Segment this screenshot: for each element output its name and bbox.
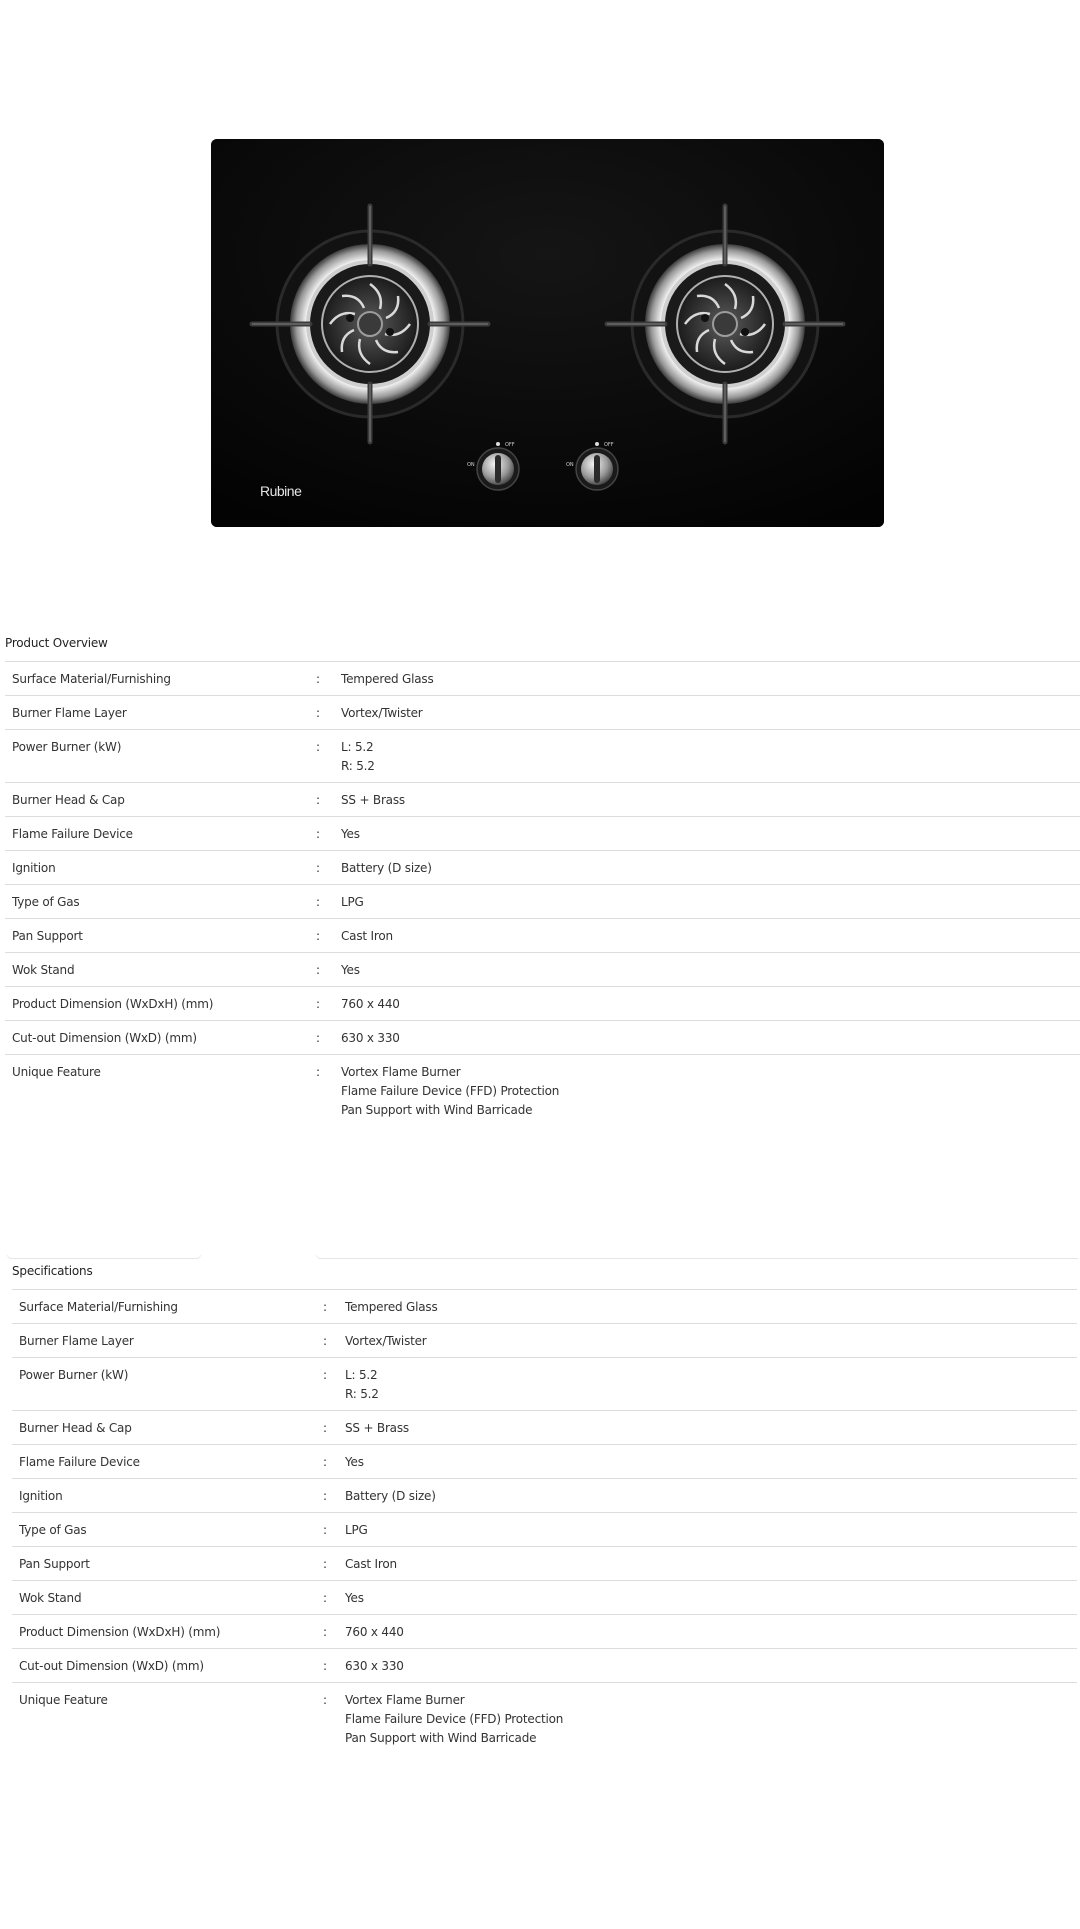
spec-value-line: Vortex Flame Burner <box>345 1693 465 1707</box>
spec-separator: : <box>323 1334 327 1348</box>
spec-separator: : <box>316 861 320 875</box>
spec-separator: : <box>316 740 320 754</box>
spec-value <box>344 1411 1077 1445</box>
spec-value-line: SS + Brass <box>341 793 405 807</box>
spec-value-line: R: 5.2 <box>345 1387 379 1401</box>
spec-value <box>340 817 1080 851</box>
spec-label: Burner Head & Cap <box>12 793 125 807</box>
spec-separator: : <box>323 1300 327 1314</box>
table-row <box>5 696 1080 730</box>
spec-value <box>340 783 1080 817</box>
spec-value-line: Battery (D size) <box>345 1489 436 1503</box>
tab-divider-left <box>7 1255 201 1259</box>
spec-value-line: Flame Failure Device (FFD) Protection <box>345 1712 564 1726</box>
spec-value-line: Tempered Glass <box>345 1300 438 1314</box>
spec-value <box>340 953 1080 987</box>
table-row <box>5 817 1080 851</box>
spec-value <box>340 919 1080 953</box>
spec-label: Product Dimension (WxDxH) (mm) <box>12 997 214 1011</box>
spec-value-line: LPG <box>341 895 364 909</box>
spec-label: Wok Stand <box>19 1591 82 1605</box>
spec-value <box>340 662 1080 696</box>
spec-separator: : <box>316 672 320 686</box>
spec-value <box>340 1055 1080 1127</box>
overview-rows <box>5 662 1080 1127</box>
product-overview-section <box>5 635 1080 1126</box>
spec-separator: : <box>323 1523 327 1537</box>
table-row <box>12 1649 1077 1683</box>
table-row <box>5 783 1080 817</box>
table-row <box>12 1479 1077 1513</box>
specifications-rows <box>12 1290 1077 1755</box>
table-row <box>12 1581 1077 1615</box>
spec-label: Cut-out Dimension (WxD) (mm) <box>12 1031 197 1045</box>
spec-value <box>344 1615 1077 1649</box>
table-row <box>12 1358 1077 1411</box>
table-row <box>5 851 1080 885</box>
spec-value-line: 630 x 330 <box>341 1031 400 1045</box>
spec-value-line: Cast Iron <box>345 1557 397 1571</box>
spec-value <box>344 1649 1077 1683</box>
spec-label: Ignition <box>12 861 56 875</box>
spec-label: Burner Head & Cap <box>19 1421 132 1435</box>
knob-label-on: ON <box>467 462 475 468</box>
spec-value-line: Vortex/Twister <box>341 706 423 720</box>
product-image <box>211 139 884 527</box>
spec-label: Cut-out Dimension (WxD) (mm) <box>19 1659 204 1673</box>
table-row <box>12 1513 1077 1547</box>
spec-separator: : <box>323 1455 327 1469</box>
spec-value-line: R: 5.2 <box>341 759 375 773</box>
spec-value <box>340 696 1080 730</box>
table-row <box>5 919 1080 953</box>
spec-separator: : <box>316 895 320 909</box>
spec-value-line: 760 x 440 <box>345 1625 404 1639</box>
table-row <box>5 953 1080 987</box>
table-row <box>5 1021 1080 1055</box>
spec-value-line: Yes <box>341 963 360 977</box>
table-row <box>12 1445 1077 1479</box>
spec-value-line: Flame Failure Device (FFD) Protection <box>341 1084 560 1098</box>
product-overview-table <box>5 661 1080 1126</box>
spec-label: Type of Gas <box>19 1523 87 1537</box>
spec-value <box>344 1547 1077 1581</box>
spec-label: Pan Support <box>19 1557 90 1571</box>
table-row <box>12 1547 1077 1581</box>
spec-separator: : <box>323 1489 327 1503</box>
spec-label: Burner Flame Layer <box>12 706 127 720</box>
tab-divider-right <box>316 1255 1078 1259</box>
spec-label: Power Burner (kW) <box>12 740 122 754</box>
spec-label: Product Dimension (WxDxH) (mm) <box>19 1625 221 1639</box>
section-title: Product Overview <box>5 636 108 650</box>
section-title: Specifications <box>12 1264 93 1278</box>
spec-label: Ignition <box>19 1489 63 1503</box>
spec-value-line: Pan Support with Wind Barricade <box>345 1731 537 1745</box>
spec-separator: : <box>316 827 320 841</box>
spec-label: Flame Failure Device <box>12 827 133 841</box>
knob-label-off: OFF <box>604 442 614 448</box>
gas-hob-illustration <box>211 139 884 527</box>
table-row <box>12 1615 1077 1649</box>
spec-value-line: Yes <box>345 1455 364 1469</box>
spec-separator: : <box>323 1693 327 1707</box>
spec-label: Pan Support <box>12 929 83 943</box>
spec-separator: : <box>323 1557 327 1571</box>
knob-label-off: OFF <box>505 442 515 448</box>
spec-separator: : <box>316 793 320 807</box>
spec-label: Burner Flame Layer <box>19 1334 134 1348</box>
spec-value-line: Yes <box>341 827 360 841</box>
specifications-section <box>12 1263 1077 1754</box>
spec-separator: : <box>323 1421 327 1435</box>
spec-value <box>344 1581 1077 1615</box>
spec-value <box>344 1290 1077 1324</box>
spec-value-line: Battery (D size) <box>341 861 432 875</box>
spec-separator: : <box>316 963 320 977</box>
spec-value <box>344 1445 1077 1479</box>
spec-label: Power Burner (kW) <box>19 1368 129 1382</box>
table-row <box>5 730 1080 783</box>
spec-value <box>344 1683 1077 1755</box>
spec-label: Surface Material/Furnishing <box>12 672 171 686</box>
spec-separator: : <box>316 1065 320 1079</box>
spec-value <box>344 1479 1077 1513</box>
spec-value-line: L: 5.2 <box>341 740 374 754</box>
spec-value-line: Yes <box>345 1591 364 1605</box>
specifications-table <box>12 1289 1077 1754</box>
table-row <box>5 1055 1080 1127</box>
spec-value-line: SS + Brass <box>345 1421 409 1435</box>
spec-value <box>344 1358 1077 1411</box>
spec-value-line: 630 x 330 <box>345 1659 404 1673</box>
table-row <box>12 1683 1077 1755</box>
spec-value <box>344 1324 1077 1358</box>
spec-separator: : <box>316 929 320 943</box>
spec-label: Unique Feature <box>19 1693 108 1707</box>
spec-label: Unique Feature <box>12 1065 101 1079</box>
spec-value-line: LPG <box>345 1523 368 1537</box>
table-row <box>5 987 1080 1021</box>
spec-label: Wok Stand <box>12 963 75 977</box>
spec-separator: : <box>323 1659 327 1673</box>
spec-separator: : <box>316 1031 320 1045</box>
spec-separator: : <box>323 1625 327 1639</box>
spec-separator: : <box>323 1591 327 1605</box>
spec-value-line: Tempered Glass <box>341 672 434 686</box>
spec-value-line: Pan Support with Wind Barricade <box>341 1103 533 1117</box>
spec-value <box>340 851 1080 885</box>
spec-separator: : <box>316 706 320 720</box>
spec-value <box>340 730 1080 783</box>
spec-label: Type of Gas <box>12 895 80 909</box>
table-row <box>12 1411 1077 1445</box>
knob-label-on: ON <box>566 462 574 468</box>
brand-logo: Rubine <box>260 483 302 499</box>
spec-label: Flame Failure Device <box>19 1455 140 1469</box>
table-row <box>5 662 1080 696</box>
table-row <box>12 1290 1077 1324</box>
spec-value <box>340 1021 1080 1055</box>
table-row <box>12 1324 1077 1358</box>
spec-value-line: L: 5.2 <box>345 1368 378 1382</box>
spec-value <box>340 885 1080 919</box>
spec-value-line: Vortex/Twister <box>345 1334 427 1348</box>
table-row <box>5 885 1080 919</box>
spec-value-line: 760 x 440 <box>341 997 400 1011</box>
spec-value <box>340 987 1080 1021</box>
spec-separator: : <box>323 1368 327 1382</box>
spec-value-line: Cast Iron <box>341 929 393 943</box>
spec-label: Surface Material/Furnishing <box>19 1300 178 1314</box>
spec-separator: : <box>316 997 320 1011</box>
spec-value-line: Vortex Flame Burner <box>341 1065 461 1079</box>
spec-value <box>344 1513 1077 1547</box>
